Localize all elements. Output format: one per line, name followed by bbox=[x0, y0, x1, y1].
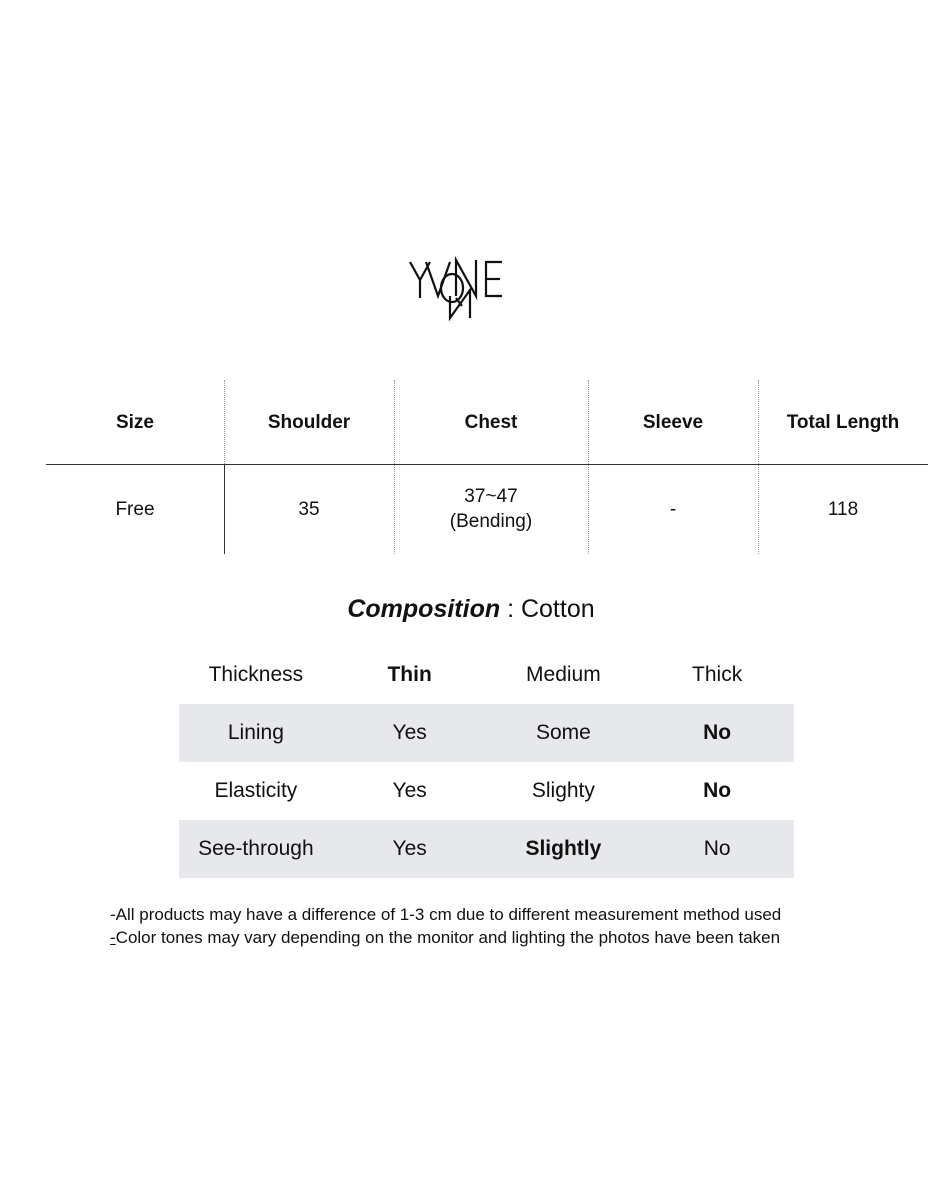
column-divider bbox=[394, 380, 395, 554]
fabric-property-label: Thickness bbox=[208, 663, 304, 686]
cell-chest bbox=[394, 464, 588, 554]
fabric-property-option: Slighty bbox=[531, 779, 595, 802]
composition-line bbox=[0, 592, 942, 626]
note-color-text: Color tones may vary depending on the monitor and lighting the photos have been taken bbox=[115, 928, 781, 947]
composition-label: Composition bbox=[347, 595, 501, 623]
header-shoulder: Shoulder bbox=[267, 411, 351, 433]
fabric-properties-table bbox=[179, 646, 794, 878]
disclaimer-notes bbox=[110, 903, 910, 949]
note-color-dash: - bbox=[110, 928, 116, 947]
fabric-row bbox=[179, 704, 794, 762]
column-divider bbox=[588, 380, 589, 554]
size-table-row bbox=[46, 464, 928, 554]
column-divider bbox=[758, 380, 759, 554]
cell-chest-note: (Bending) bbox=[449, 511, 533, 532]
fabric-row bbox=[179, 646, 794, 704]
header-sleeve: Sleeve bbox=[642, 411, 704, 433]
column-divider bbox=[224, 464, 225, 554]
fabric-property-option: Yes bbox=[392, 721, 427, 744]
size-table-header bbox=[46, 380, 928, 464]
header-size: Size bbox=[115, 411, 155, 433]
fabric-property-label: See-through bbox=[198, 837, 314, 860]
fabric-property-option: Thick bbox=[692, 663, 743, 686]
fabric-property-label: Lining bbox=[227, 721, 284, 744]
note-color bbox=[110, 926, 910, 949]
fabric-property-option: No bbox=[703, 721, 732, 744]
fabric-property-option: No bbox=[703, 837, 731, 860]
cell-shoulder: 35 bbox=[298, 498, 320, 520]
fabric-property-option: Yes bbox=[392, 779, 427, 802]
header-total-length: Total Length bbox=[786, 411, 900, 433]
column-divider bbox=[224, 380, 225, 464]
composition-value: Cotton bbox=[520, 595, 595, 623]
cell-sleeve: - bbox=[669, 498, 677, 520]
header-chest: Chest bbox=[464, 411, 518, 433]
fabric-property-option: Slightly bbox=[525, 837, 602, 860]
cell-chest-range: 37~47 bbox=[464, 486, 518, 507]
note-measurement: -All products may have a difference of 1-3 cm due to different measurement method used bbox=[110, 905, 782, 924]
fabric-property-option: Yes bbox=[392, 837, 427, 860]
composition-separator: : bbox=[500, 595, 521, 623]
fabric-property-option: Thin bbox=[387, 663, 432, 686]
brand-logo-mark bbox=[400, 248, 520, 328]
fabric-property-option: Medium bbox=[526, 663, 601, 686]
size-table bbox=[46, 380, 928, 554]
fabric-row bbox=[179, 820, 794, 878]
brand-logo bbox=[400, 248, 520, 328]
fabric-property-option: Some bbox=[535, 721, 591, 744]
cell-total-length: 118 bbox=[827, 498, 859, 520]
fabric-property-label: Elasticity bbox=[214, 779, 298, 802]
fabric-property-option: No bbox=[703, 779, 732, 802]
fabric-row bbox=[179, 762, 794, 820]
cell-size: Free bbox=[115, 498, 155, 520]
